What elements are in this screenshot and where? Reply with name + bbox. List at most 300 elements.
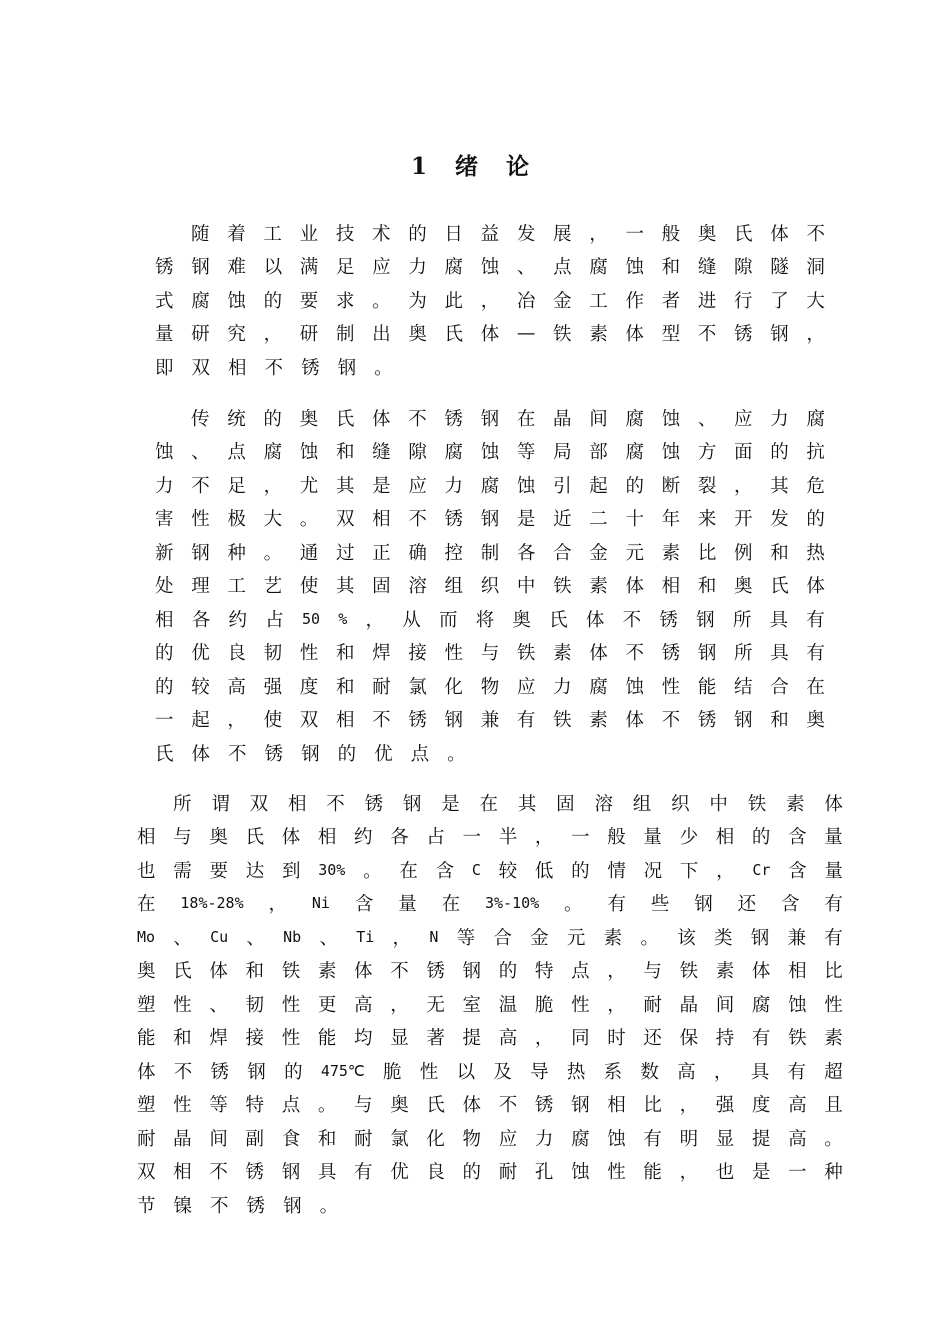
glyph: 应 (498, 1128, 518, 1150)
glyph: 腐 (571, 1128, 590, 1150)
glyph: 相 (372, 509, 391, 531)
glyph: 即 (155, 357, 174, 379)
glyph: 固 (372, 576, 391, 598)
glyph: 在 (399, 860, 418, 882)
glyph: 应 (408, 475, 427, 497)
glyph: 导 (530, 1061, 549, 1083)
glyph: 体 (806, 576, 825, 598)
glyph: ， (480, 290, 500, 312)
glyph: 随 (191, 223, 210, 245)
glyph: C (471, 860, 481, 879)
glyph: 铁 (553, 324, 572, 346)
glyph: 固 (556, 793, 575, 815)
glyph: 体 (770, 223, 789, 245)
glyph: 控 (444, 542, 464, 564)
glyph: 起 (589, 475, 608, 497)
glyph: 和 (770, 710, 789, 732)
glyph: 体 (480, 324, 500, 346)
glyph: 体 (625, 710, 644, 732)
glyph: ， (390, 994, 409, 1016)
text-line (155, 569, 825, 603)
glyph: 铁 (281, 961, 301, 983)
glyph: 有 (824, 894, 843, 916)
glyph: 高 (677, 1061, 696, 1083)
glyph: 特 (245, 1095, 265, 1117)
glyph: 。 (564, 894, 583, 916)
glyph: 蚀 (788, 994, 807, 1016)
glyph: 作 (625, 290, 644, 312)
glyph: 显 (390, 1028, 409, 1050)
glyph: 焊 (209, 1028, 228, 1050)
glyph: 益 (480, 223, 500, 245)
glyph: 型 (661, 324, 681, 346)
glyph: 韧 (263, 643, 283, 665)
glyph: 中 (516, 576, 536, 598)
glyph: 奥 (408, 324, 427, 346)
glyph: 性 (824, 994, 843, 1016)
glyph: 的 (155, 676, 174, 698)
glyph: ， (392, 927, 412, 949)
glyph: 着 (227, 223, 246, 245)
text-line (137, 1155, 843, 1189)
text-line (155, 350, 825, 384)
glyph: 足 (227, 475, 246, 497)
glyph: 传 (191, 408, 210, 430)
glyph: 锈 (659, 609, 678, 631)
glyph: 不 (408, 408, 427, 430)
glyph: 耐 (498, 1162, 518, 1184)
glyph: 量 (398, 894, 417, 916)
glyph: 一 (571, 827, 590, 849)
glyph: 相 (173, 1162, 192, 1184)
glyph: 处 (155, 576, 174, 598)
glyph: 钢 (734, 710, 753, 732)
glyph: 有 (607, 894, 626, 916)
glyph: 理 (191, 576, 210, 598)
glyph: 蚀 (299, 442, 319, 464)
glyph: 确 (408, 542, 427, 564)
glyph: 热 (566, 1061, 586, 1083)
glyph: 危 (806, 475, 825, 497)
glyph: 腐 (263, 442, 283, 464)
glyph: 强 (715, 1095, 735, 1117)
glyph: 的 (770, 442, 789, 464)
glyph: 一 (155, 710, 174, 732)
glyph: ， (589, 223, 608, 245)
text-line (155, 669, 825, 703)
glyph: 的 (408, 223, 427, 245)
glyph: 奥 (697, 223, 717, 245)
glyph: 优 (191, 643, 210, 665)
glyph: 引 (553, 475, 572, 497)
glyph: 求 (335, 290, 355, 312)
glyph: 含 (354, 894, 374, 916)
glyph: 钢 (191, 257, 210, 279)
glyph: 特 (534, 961, 554, 983)
glyph: 相 (715, 827, 735, 849)
glyph: 和 (770, 542, 789, 564)
glyph: 含 (788, 827, 807, 849)
glyph: 蚀 (661, 442, 681, 464)
glyph: 、 (209, 994, 228, 1016)
glyph: 比 (643, 1095, 662, 1117)
glyph: 蚀 (625, 676, 644, 698)
glyph: 等 (209, 1095, 228, 1117)
glyph: 接 (245, 1028, 265, 1050)
glyph: 相 (317, 827, 337, 849)
glyph: ， (534, 1028, 554, 1050)
glyph: 些 (650, 894, 670, 916)
glyph: 半 (498, 827, 518, 849)
glyph: 满 (299, 257, 319, 279)
glyph: 达 (245, 860, 265, 882)
glyph: 更 (317, 994, 337, 1016)
glyph: 性 (281, 1028, 301, 1050)
glyph: 钢 (571, 1095, 590, 1117)
glyph: 钢 (402, 793, 422, 815)
glyph: 超 (824, 1061, 843, 1083)
glyph: 要 (209, 860, 229, 882)
glyph: 晶 (679, 994, 699, 1016)
glyph: 钢 (462, 961, 482, 983)
glyph: 与 (173, 827, 192, 849)
glyph: 含 (435, 860, 455, 882)
glyph: 钢 (247, 1061, 266, 1083)
glyph: 断 (661, 475, 681, 497)
glyph: 高 (788, 1095, 807, 1117)
glyph: 以 (456, 1061, 476, 1083)
glyph: 抗 (806, 442, 825, 464)
text-line (155, 468, 825, 502)
glyph: 占 (265, 609, 284, 631)
glyph: 度 (299, 676, 319, 698)
glyph: 大 (806, 290, 825, 312)
glyph: 含 (781, 894, 800, 916)
glyph: 近 (553, 509, 572, 531)
glyph: 塑 (137, 1095, 156, 1117)
glyph: 良 (426, 1162, 445, 1184)
glyph: 技 (335, 223, 355, 245)
glyph: 腐 (589, 257, 608, 279)
glyph: 溶 (594, 793, 613, 815)
glyph: 力 (553, 676, 572, 698)
glyph: 相 (228, 357, 247, 379)
glyph: 足 (335, 257, 355, 279)
glyph: 难 (227, 257, 246, 279)
glyph: 。 (363, 860, 382, 882)
glyph: 是 (516, 509, 536, 531)
glyph: 合 (770, 676, 789, 698)
glyph: 量 (824, 827, 843, 849)
glyph: % (338, 609, 348, 628)
glyph: 金 (530, 927, 549, 949)
glyph: 强 (263, 676, 283, 698)
glyph: 氏 (444, 324, 464, 346)
glyph: 式 (155, 290, 174, 312)
glyph: 钢 (480, 408, 500, 430)
glyph: 锈 (697, 710, 717, 732)
glyph: 氏 (173, 961, 192, 983)
glyph: 腐 (751, 994, 771, 1016)
glyph: 各 (191, 609, 211, 631)
glyph: Nb (283, 927, 302, 946)
glyph: 。 (299, 509, 319, 531)
glyph: 不 (264, 357, 284, 379)
glyph: 素 (824, 1028, 843, 1050)
glyph: 约 (354, 827, 373, 849)
text-line (137, 1121, 843, 1155)
glyph: 出 (372, 324, 391, 346)
glyph: 的 (263, 408, 282, 430)
glyph: 来 (697, 509, 717, 531)
glyph: ， (713, 1061, 733, 1083)
glyph: 、 (173, 927, 192, 949)
glyph: 著 (426, 1028, 445, 1050)
glyph: ， (806, 324, 825, 346)
glyph: 钢 (191, 542, 210, 564)
glyph: 钢 (337, 357, 357, 379)
glyph: 均 (354, 1028, 373, 1050)
glyph: 从 (402, 609, 421, 631)
glyph: 将 (475, 609, 495, 631)
glyph: 应 (734, 408, 753, 430)
glyph: 极 (227, 509, 246, 531)
glyph: 力 (155, 475, 174, 497)
glyph: 氏 (155, 743, 174, 765)
glyph: 不 (191, 475, 210, 497)
text-line (137, 887, 843, 921)
glyph: 部 (589, 442, 608, 464)
paragraph-1 (155, 216, 825, 384)
glyph: 还 (643, 1028, 662, 1050)
glyph: 相 (137, 827, 156, 849)
glyph: 热 (806, 542, 825, 564)
glyph: 提 (751, 1128, 771, 1150)
glyph: 氏 (770, 576, 789, 598)
glyph: 蚀 (571, 1162, 590, 1184)
glyph: 耐 (354, 1128, 373, 1150)
glyph: 化 (444, 676, 464, 698)
glyph: 比 (697, 542, 717, 564)
glyph: 腐 (625, 408, 644, 430)
glyph: ， (607, 994, 626, 1016)
glyph: 腐 (806, 408, 825, 430)
glyph: 镍 (173, 1195, 193, 1217)
glyph: 性 (191, 509, 210, 531)
glyph: 点 (281, 1095, 301, 1117)
glyph: 蚀 (625, 257, 644, 279)
glyph: ， (607, 961, 626, 983)
glyph: 良 (227, 643, 246, 665)
glyph: 双 (299, 710, 319, 732)
glyph: ， (263, 324, 283, 346)
glyph: 相 (335, 710, 355, 732)
glyph: 时 (607, 1028, 626, 1050)
glyph: 锈 (444, 408, 463, 430)
glyph: 的 (751, 827, 771, 849)
glyph: 室 (462, 994, 482, 1016)
glyph: 兼 (480, 710, 500, 732)
glyph: 发 (516, 223, 536, 245)
glyph: 占 (426, 827, 445, 849)
glyph: 到 (282, 860, 301, 882)
glyph: 有 (643, 1128, 662, 1150)
glyph: 缝 (372, 442, 391, 464)
glyph: 其 (335, 475, 355, 497)
glyph: 具 (769, 609, 789, 631)
glyph: ， (365, 609, 384, 631)
glyph: 能 (643, 1162, 662, 1184)
glyph: 还 (737, 894, 757, 916)
glyph: 正 (372, 542, 391, 564)
glyph: 焊 (372, 643, 391, 665)
glyph: 韧 (245, 994, 265, 1016)
glyph: 元 (566, 927, 586, 949)
glyph: 蚀 (227, 290, 246, 312)
glyph: 锈 (661, 643, 681, 665)
glyph: 度 (751, 1095, 771, 1117)
glyph: 般 (607, 827, 626, 849)
glyph: 有 (516, 710, 536, 732)
glyph: 相 (788, 961, 807, 983)
glyph: 同 (571, 1028, 590, 1050)
glyph: 双 (249, 793, 269, 815)
glyph: 数 (640, 1061, 659, 1083)
glyph: 耐 (372, 676, 391, 698)
text-line (155, 703, 825, 737)
glyph: 体 (589, 643, 608, 665)
glyph: 30% (318, 860, 346, 879)
glyph: 及 (493, 1061, 512, 1083)
glyph: 局 (553, 442, 572, 464)
text-line (137, 987, 843, 1021)
glyph: 有 (751, 1028, 771, 1050)
glyph: 合 (553, 542, 572, 564)
glyph: 等 (456, 927, 476, 949)
glyph: 双 (191, 357, 211, 379)
glyph: 与 (354, 1095, 373, 1117)
glyph: 腐 (444, 257, 464, 279)
glyph: 性 (661, 676, 681, 698)
text-line (155, 435, 825, 469)
glyph: 钢 (444, 710, 464, 732)
glyph: 体 (585, 609, 605, 631)
glyph: 力 (534, 1128, 554, 1150)
text-line (137, 954, 843, 988)
glyph: 50 (301, 609, 320, 628)
glyph: 二 (589, 509, 608, 531)
glyph: 为 (408, 290, 427, 312)
glyph: 腐 (589, 676, 608, 698)
glyph: 组 (444, 576, 464, 598)
glyph: 有 (787, 1061, 806, 1083)
text-line (155, 602, 825, 636)
glyph: 耐 (137, 1128, 156, 1150)
glyph: 有 (806, 609, 825, 631)
glyph: 性 (173, 1095, 192, 1117)
glyph: 双 (137, 1162, 156, 1184)
glyph: 钢 (750, 927, 770, 949)
glyph: 含 (788, 860, 807, 882)
glyph: 铁 (747, 793, 767, 815)
glyph: 体 (372, 408, 391, 430)
glyph: 3%-10% (484, 894, 540, 913)
glyph: 制 (480, 542, 500, 564)
glyph: 所 (734, 643, 753, 665)
glyph: 。 (640, 927, 659, 949)
glyph: 奥 (209, 827, 228, 849)
glyph: 双 (335, 509, 355, 531)
glyph: 不 (326, 793, 345, 815)
glyph: 此 (444, 290, 464, 312)
glyph: ， (263, 475, 283, 497)
glyph: 不 (806, 223, 825, 245)
glyph: Cu (210, 927, 229, 946)
glyph: 铁 (553, 710, 572, 732)
glyph: 也 (715, 1162, 735, 1184)
glyph: 力 (408, 257, 427, 279)
text-line (137, 1054, 843, 1088)
glyph: 其 (335, 576, 355, 598)
glyph: 点 (410, 743, 430, 765)
glyph: 体 (191, 743, 211, 765)
glyph: 术 (372, 223, 391, 245)
glyph: 。 (263, 542, 283, 564)
glyph: 。 (319, 1195, 339, 1217)
glyph: 展 (553, 223, 572, 245)
glyph: 量 (643, 827, 662, 849)
glyph: 副 (245, 1128, 265, 1150)
glyph: 洞 (806, 257, 825, 279)
glyph: ， (679, 1162, 699, 1184)
glyph: 素 (661, 542, 681, 564)
glyph: 而 (438, 609, 458, 631)
glyph: 氯 (408, 676, 427, 698)
glyph: 大 (263, 509, 283, 531)
glyph: 究 (227, 324, 246, 346)
glyph: 的 (337, 743, 357, 765)
glyph: 性 (299, 643, 319, 665)
glyph: 锈 (301, 357, 320, 379)
glyph: 奥 (299, 408, 319, 430)
glyph: 使 (299, 576, 319, 598)
glyph: 性 (607, 1162, 626, 1184)
glyph: 的 (284, 1061, 303, 1083)
glyph: 一 (462, 827, 482, 849)
glyph: 情 (607, 860, 626, 882)
glyph: 素 (589, 576, 608, 598)
glyph: 铁 (516, 643, 536, 665)
glyph: 锈 (264, 743, 284, 765)
text-line (155, 636, 825, 670)
glyph: 其 (517, 793, 537, 815)
glyph: 间 (589, 408, 608, 430)
glyph: 通 (299, 542, 319, 564)
glyph: 素 (317, 961, 337, 983)
glyph: 工 (589, 290, 608, 312)
glyph: 奥 (137, 961, 156, 983)
glyph: 起 (191, 710, 210, 732)
glyph: 和 (317, 1128, 337, 1150)
glyph: 无 (426, 994, 445, 1016)
glyph: 锈 (408, 710, 427, 732)
glyph: 金 (589, 542, 608, 564)
glyph: 日 (444, 223, 463, 245)
glyph: 合 (493, 927, 512, 949)
glyph: 、 (319, 927, 338, 949)
glyph: ， (268, 894, 287, 916)
glyph: 、 (191, 442, 210, 464)
